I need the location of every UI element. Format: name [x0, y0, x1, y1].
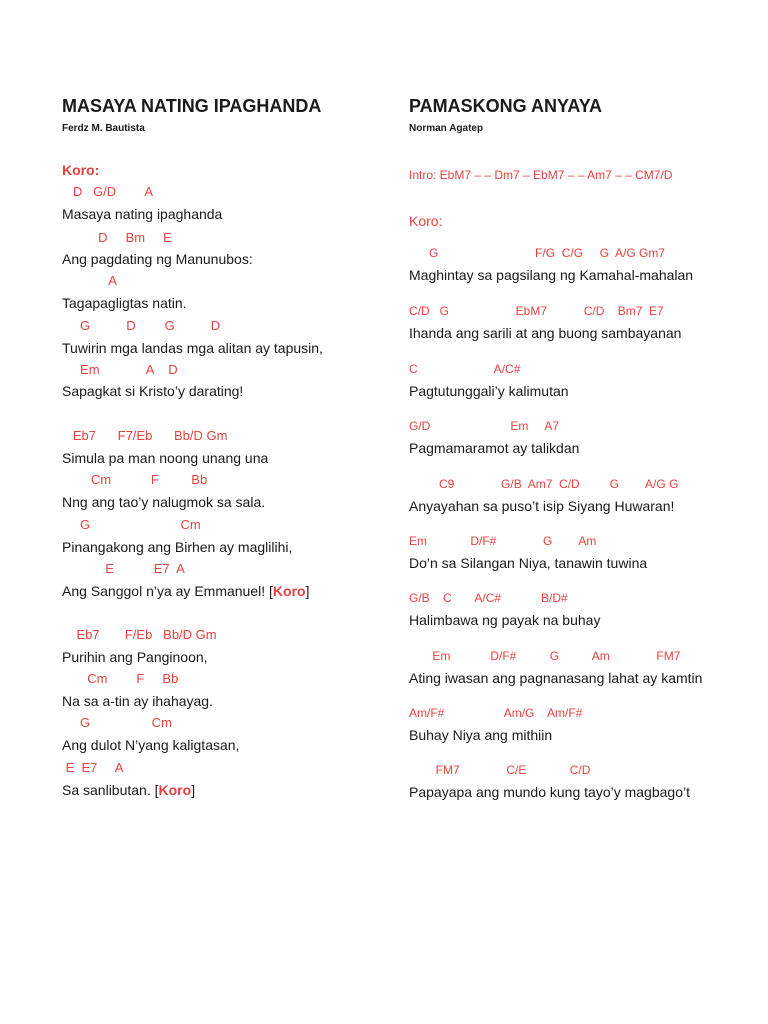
- song-title: PAMASKONG ANYAYA: [409, 96, 603, 116]
- chord-line: Cm F Bb: [62, 472, 208, 487]
- lyric-line: Nng ang tao’y nalugmok sa sala.: [62, 494, 266, 510]
- lyric-line: Maghintay sa pagsilang ng Kamahal-mahalan: [409, 267, 694, 283]
- lyric-line: Na sa a-tin ay ihahayag.: [62, 693, 213, 709]
- lyric-line: Do’n sa Silangan Niya, tanawin tuwina: [409, 555, 648, 571]
- lyric-line: Ihanda ang sarili at ang buong sambayanan: [409, 325, 682, 341]
- lyric-line: Ang pagdating ng Manunubos:: [62, 251, 253, 267]
- chord-line: Eb7 F/Eb Bb/D Gm: [62, 627, 217, 642]
- chord-line: FM7 C/E C/D: [409, 763, 591, 777]
- bracket-close: ]: [305, 583, 310, 599]
- chord-line: A: [62, 273, 117, 288]
- chord-line: G Cm: [62, 715, 172, 730]
- lyric-line: Purihin ang Panginoon,: [62, 649, 208, 665]
- chord-line: Am/F# Am/G Am/F#: [409, 706, 583, 720]
- song-author: Ferdz M. Bautista: [62, 123, 145, 134]
- chord-line: G/D Em A7: [409, 419, 560, 433]
- lyric-text: Ang Sanggol n’ya ay Emmanuel! [: [62, 583, 273, 599]
- bracket-close: ]: [191, 782, 196, 798]
- chord-line: Em D/F# G Am FM7: [409, 649, 681, 663]
- chord-line: D G/D A: [62, 184, 154, 199]
- chord-line: C A/C#: [409, 362, 521, 376]
- lyric-line: [62, 782, 195, 798]
- lyric-line: Pinangakong ang Birhen ay maglilihi,: [62, 539, 293, 555]
- koro-ref: Koro: [272, 583, 306, 599]
- chord-line: Em D/F# G Am: [409, 534, 597, 548]
- lyric-line: Halimbawa ng payak na buhay: [409, 612, 601, 628]
- intro-line: Intro: EbM7 – – Dm7 – EbM7 – – Am7 – – CM7/D: [409, 168, 673, 182]
- song-author: Norman Agatep: [409, 123, 484, 134]
- chord-line: G Cm: [62, 517, 201, 532]
- koro-label: Koro:: [409, 213, 443, 229]
- chord-line: Eb7 F7/Eb Bb/D Gm: [62, 428, 228, 443]
- chord-line: G F/G C/G G A/G Gm7: [409, 246, 666, 260]
- chord-line: G/B C A/C# B/D#: [409, 591, 568, 605]
- chord-line: Em A D: [62, 362, 178, 377]
- chord-line: C/D G EbM7 C/D Bm7 E7: [409, 304, 664, 318]
- koro-ref: Koro: [158, 782, 192, 798]
- lyric-line: Papayapa ang mundo kung tayo’y magbago’t: [409, 784, 690, 800]
- lyric-line: Simula pa man noong unang una: [62, 450, 269, 466]
- koro-label: Koro:: [62, 162, 100, 178]
- chord-line: C9 G/B Am7 C/D G A/G G: [409, 477, 679, 491]
- lyric-line: Ating iwasan ang pagnanasang lahat ay kamtin: [409, 670, 703, 686]
- chord-line: E E7 A: [62, 561, 185, 576]
- lyric-line: Ang dulot N’yang kaligtasan,: [62, 737, 240, 753]
- lyric-line: Tuwirin mga landas mga alitan ay tapusin,: [62, 340, 323, 356]
- lyric-line: Anyayahan sa puso’t isip Siyang Huwaran!: [409, 498, 675, 514]
- lyric-line: Masaya nating ipaghanda: [62, 206, 223, 222]
- chord-line: Cm F Bb: [62, 671, 179, 686]
- chord-line: G D G D: [62, 318, 221, 333]
- song-title: MASAYA NATING IPAGHANDA: [62, 96, 322, 116]
- lyric-line: Pagmamaramot ay talikdan: [409, 440, 580, 456]
- lyric-line: Sapagkat si Kristo’y darating!: [62, 383, 244, 399]
- chord-line: D Bm E: [62, 230, 172, 245]
- chord-line: E E7 A: [62, 760, 124, 775]
- lyric-text: Sa sanlibutan. [: [62, 782, 159, 798]
- lyric-line: Pagtutunggali’y kalimutan: [409, 383, 569, 399]
- lyric-line: Tagapagligtas natin.: [62, 295, 187, 311]
- lyric-line: [62, 583, 309, 599]
- lyric-line: Buhay Niya ang mithiin: [409, 727, 553, 743]
